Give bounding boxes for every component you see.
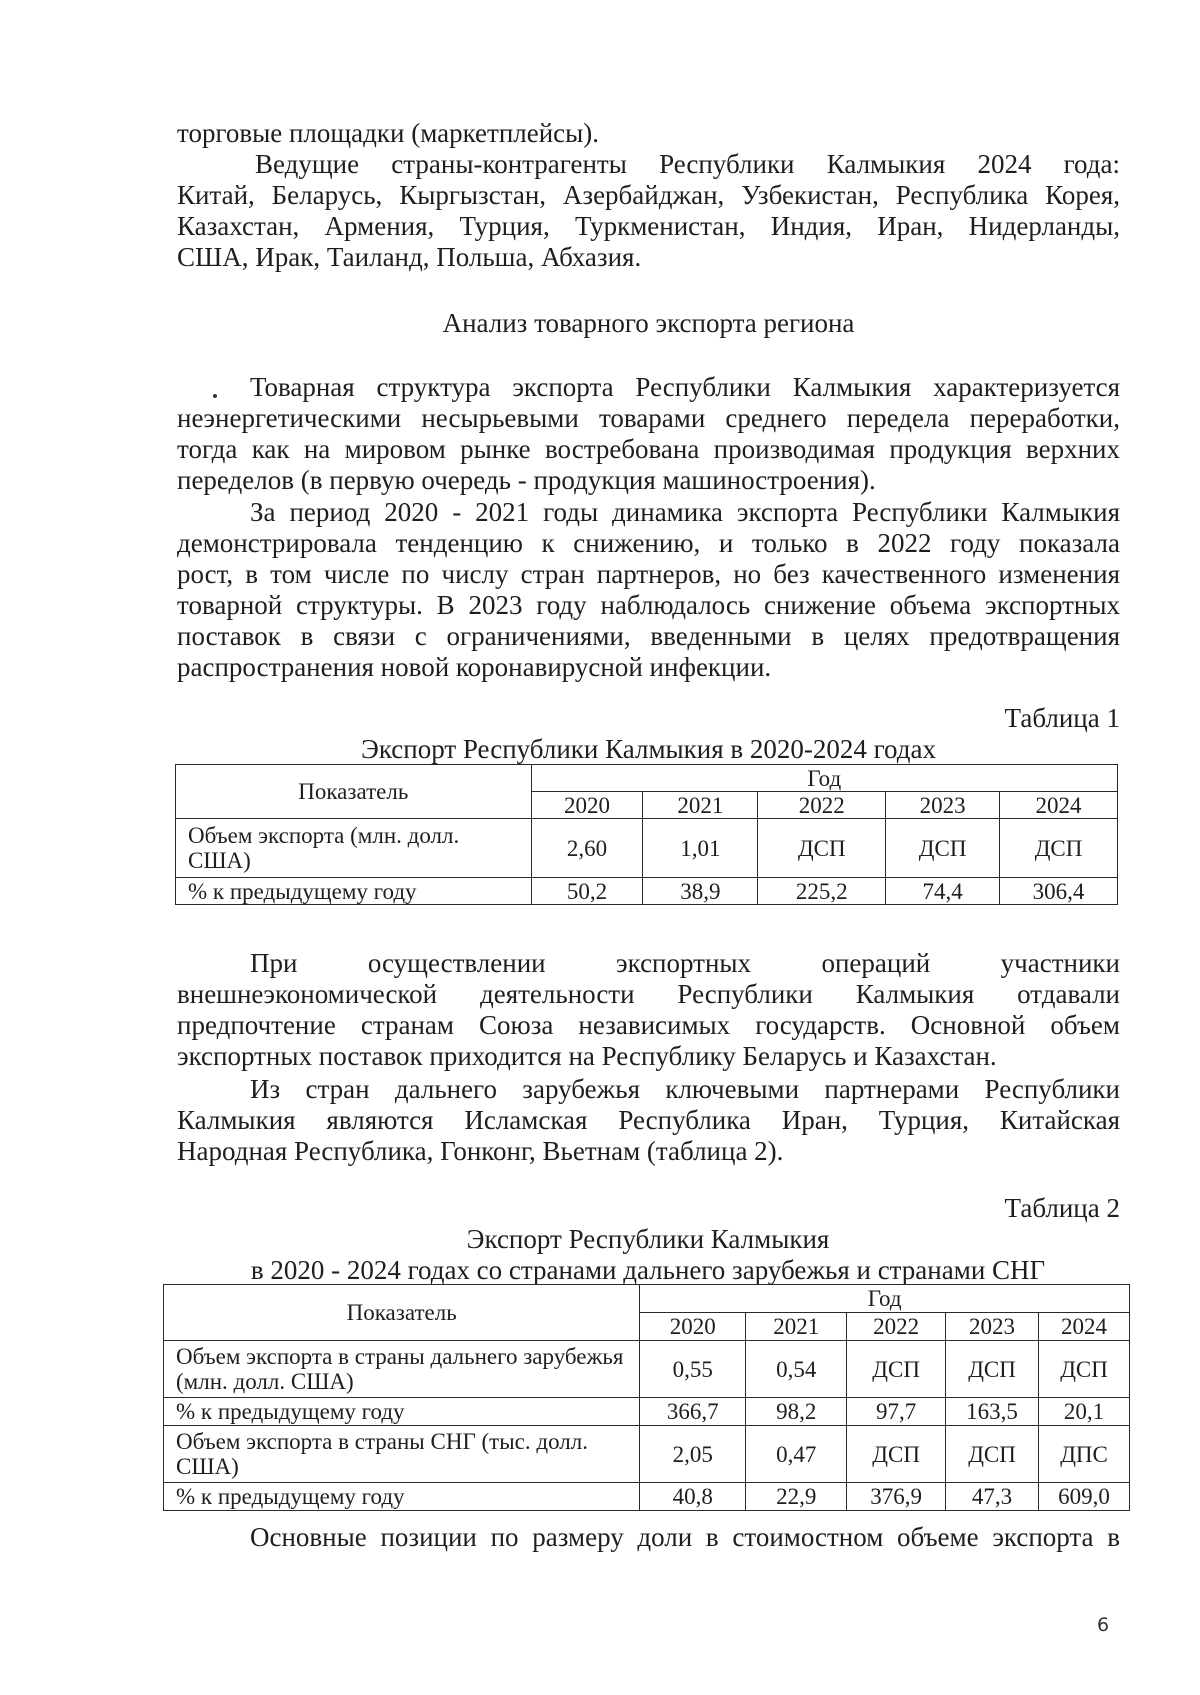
text-line: Из стран дальнего зарубежья ключевыми партнерами Республики: [250, 1074, 1120, 1104]
value-cell: ДСП: [847, 1341, 946, 1398]
value-cell: 98,2: [746, 1398, 847, 1426]
value-cell: 40,8: [640, 1483, 746, 1511]
value-cell: 376,9: [847, 1483, 946, 1511]
value-cell: 97,7: [847, 1398, 946, 1426]
value-cell: 225,2: [758, 878, 886, 905]
table-number: Таблица 1: [1004, 703, 1120, 733]
table-row: [164, 1426, 1130, 1483]
text-line: Казахстан, Армения, Турция, Туркменистан, Индия, Иран, Нидерланды,: [177, 211, 1120, 241]
export-table-2: [163, 1284, 1130, 1511]
section-heading: Анализ товарного экспорта региона: [442, 308, 855, 338]
year-cell: 2020: [640, 1313, 746, 1341]
row-label: % к предыдущему году: [176, 878, 532, 905]
value-cell: ДСП: [847, 1426, 946, 1483]
row-label: Объем экспорта в страны СНГ (тыс. долл. США): [164, 1426, 640, 1483]
export-table-1: [175, 764, 1118, 905]
value-cell: 1,01: [643, 819, 758, 878]
indicator-header: Показатель: [164, 1285, 640, 1341]
value-cell: 609,0: [1039, 1483, 1130, 1511]
text-line: тогда как на мировом рынке востребована производимая продукция верхних: [177, 434, 1120, 464]
value-cell: 163,5: [946, 1398, 1039, 1426]
value-cell: 22,9: [746, 1483, 847, 1511]
text-line: внешнеэкономической деятельности Республики Калмыкия отдавали: [177, 979, 1120, 1009]
stray-mark: [213, 394, 217, 398]
row-label: % к предыдущему году: [164, 1483, 640, 1511]
table-subtitle: в 2020 - 2024 годах со странами дальнего зарубежья и странами СНГ: [250, 1255, 1046, 1285]
indicator-header: Показатель: [176, 765, 532, 819]
value-cell: 0,54: [746, 1341, 847, 1398]
value-cell: ДСП: [758, 819, 886, 878]
text-line: За период 2020 - 2021 годы динамика экспорта Республики Калмыкия: [250, 497, 1120, 527]
text-line: рост, в том числе по числу стран партнеров, но без качественного изменения: [177, 559, 1120, 589]
text-line: демонстрировала тенденцию к снижению, и только в 2022 году показала: [177, 528, 1120, 558]
value-cell: 50,2: [531, 878, 643, 905]
table-row: [176, 819, 1118, 878]
year-cell: 2023: [886, 792, 1000, 819]
text-line: переделов (в первую очередь - продукция машиностроения).: [177, 465, 876, 495]
text-line: Калмыкия являются Исламская Республика Иран, Турция, Китайская: [177, 1105, 1120, 1135]
year-header: Год: [531, 765, 1117, 792]
table-title: Экспорт Республики Калмыкия в 2020-2024 годах: [361, 734, 936, 764]
year-cell: 2023: [946, 1313, 1039, 1341]
text-line: Основные позиции по размеру доли в стоимостном объеме экспорта в: [250, 1522, 1120, 1552]
year-cell: 2021: [746, 1313, 847, 1341]
text-line: распространения новой коронавирусной инфекции.: [177, 652, 772, 682]
value-cell: 47,3: [946, 1483, 1039, 1511]
value-cell: ДСП: [946, 1426, 1039, 1483]
text-line: неэнергетическими несырьевыми товарами среднего передела переработки,: [177, 403, 1120, 433]
value-cell: ДПС: [1039, 1426, 1130, 1483]
text-line: При осуществлении экспортных операций участники: [250, 948, 1120, 978]
value-cell: 74,4: [886, 878, 1000, 905]
value-cell: 20,1: [1039, 1398, 1130, 1426]
page-number: 6: [1097, 1614, 1110, 1636]
value-cell: 2,05: [640, 1426, 746, 1483]
year-cell: 2020: [531, 792, 643, 819]
table-row: [164, 1483, 1130, 1511]
text-line: Ведущие страны-контрагенты Республики Калмыкия 2024 года:: [255, 149, 1120, 179]
year-cell: 2022: [758, 792, 886, 819]
row-label: Объем экспорта в страны дальнего зарубежья (млн. долл. США): [164, 1341, 640, 1398]
year-cell: 2021: [643, 792, 758, 819]
table-row: [164, 1341, 1130, 1398]
value-cell: 38,9: [643, 878, 758, 905]
value-cell: ДСП: [946, 1341, 1039, 1398]
value-cell: 366,7: [640, 1398, 746, 1426]
value-cell: ДСП: [1000, 819, 1118, 878]
text-line: Товарная структура экспорта Республики Калмыкия характеризуется: [250, 372, 1120, 402]
value-cell: ДСП: [886, 819, 1000, 878]
value-cell: 0,55: [640, 1341, 746, 1398]
table-title: Экспорт Республики Калмыкия: [466, 1224, 830, 1254]
value-cell: 0,47: [746, 1426, 847, 1483]
row-label: Объем экспорта (млн. долл. США): [176, 819, 532, 878]
value-cell: 306,4: [1000, 878, 1118, 905]
year-header: Год: [640, 1285, 1130, 1313]
table-row: [164, 1398, 1130, 1426]
text-line: США, Ирак, Таиланд, Польша, Абхазия.: [177, 242, 642, 272]
text-line: Народная Республика, Гонконг, Вьетнам (таблица 2).: [177, 1136, 784, 1166]
text-line: товарной структуры. В 2023 году наблюдалось снижение объема экспортных: [177, 590, 1120, 620]
text-line: экспортных поставок приходится на Республику Беларусь и Казахстан.: [177, 1041, 997, 1071]
text-line: торговые площадки (маркетплейсы).: [177, 118, 600, 148]
text-line: Китай, Беларусь, Кыргызстан, Азербайджан, Узбекистан, Республика Корея,: [177, 180, 1120, 210]
year-cell: 2022: [847, 1313, 946, 1341]
table-number: Таблица 2: [1004, 1193, 1120, 1223]
value-cell: ДСП: [1039, 1341, 1130, 1398]
text-line: поставок в связи с ограничениями, введенными в целях предотвращения: [177, 621, 1120, 651]
table-row: [176, 878, 1118, 905]
year-cell: 2024: [1000, 792, 1118, 819]
row-label: % к предыдущему году: [164, 1398, 640, 1426]
year-cell: 2024: [1039, 1313, 1130, 1341]
text-line: предпочтение странам Союза независимых государств. Основной объем: [177, 1010, 1120, 1040]
value-cell: 2,60: [531, 819, 643, 878]
